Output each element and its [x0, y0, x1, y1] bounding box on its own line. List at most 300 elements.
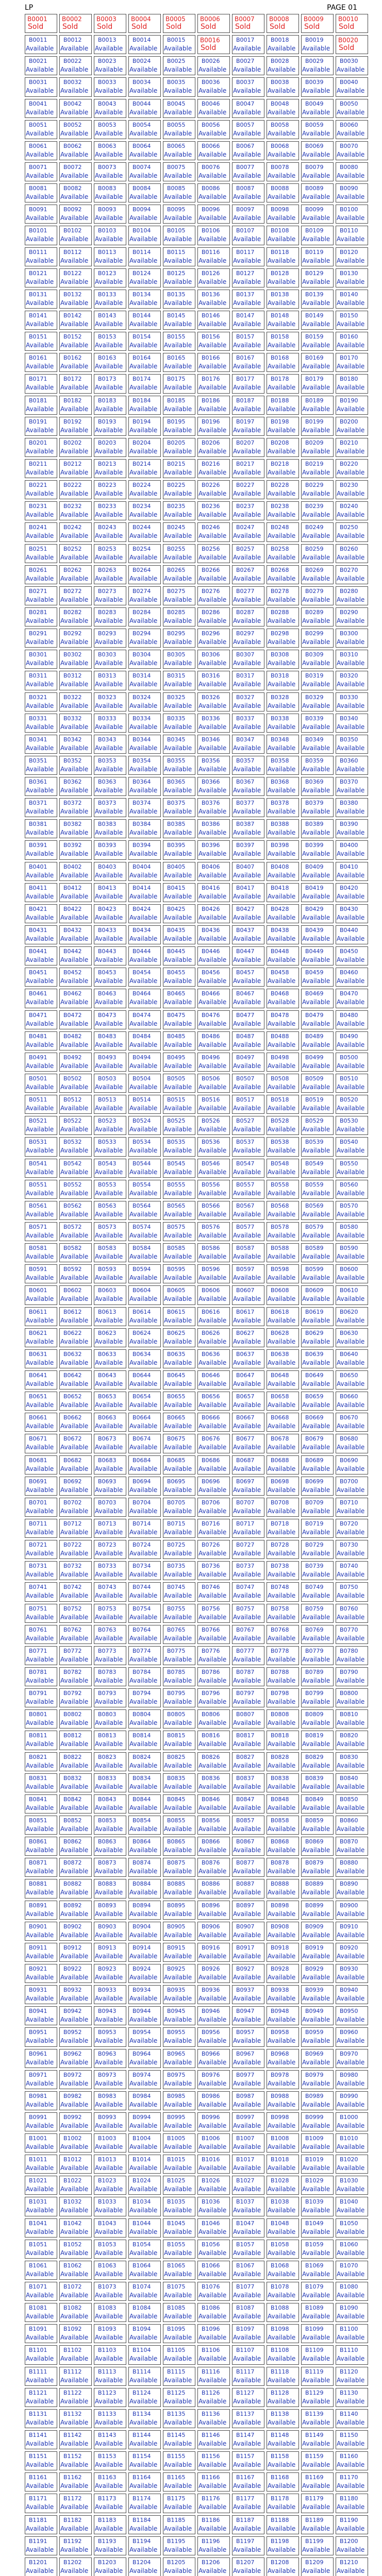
ticket-cell[interactable]: [232, 290, 264, 309]
ticket-cell[interactable]: [163, 1116, 195, 1135]
ticket-cell[interactable]: [301, 1010, 334, 1029]
ticket-cell[interactable]: [25, 1985, 57, 2004]
ticket-cell[interactable]: [163, 565, 195, 584]
ticket-cell[interactable]: [232, 544, 264, 563]
ticket-cell[interactable]: [25, 2155, 57, 2174]
ticket-cell[interactable]: [59, 1625, 92, 1644]
ticket-cell[interactable]: [163, 120, 195, 139]
ticket-cell[interactable]: [94, 332, 126, 351]
ticket-cell[interactable]: [25, 1667, 57, 1686]
ticket-cell[interactable]: [301, 438, 334, 457]
ticket-cell[interactable]: [59, 268, 92, 287]
ticket-cell[interactable]: [59, 2197, 92, 2216]
ticket-cell[interactable]: [163, 56, 195, 75]
ticket-cell[interactable]: [25, 1010, 57, 1029]
ticket-cell[interactable]: [267, 1625, 299, 1644]
ticket-cell[interactable]: [232, 2282, 264, 2301]
ticket-cell[interactable]: [301, 989, 334, 1008]
ticket-cell[interactable]: [128, 2324, 161, 2343]
ticket-cell[interactable]: [267, 290, 299, 309]
ticket-cell[interactable]: [267, 2218, 299, 2238]
ticket-cell[interactable]: [94, 2176, 126, 2195]
ticket-cell[interactable]: [128, 1053, 161, 1072]
ticket-cell[interactable]: [336, 1625, 368, 1644]
ticket-cell[interactable]: [25, 1413, 57, 1432]
ticket-cell[interactable]: [267, 2409, 299, 2428]
ticket-cell[interactable]: [25, 226, 57, 245]
ticket-cell[interactable]: [163, 671, 195, 690]
ticket-cell[interactable]: [163, 332, 195, 351]
ticket-cell[interactable]: [336, 1816, 368, 1835]
ticket-cell[interactable]: [59, 2557, 92, 2576]
ticket-cell[interactable]: [25, 1159, 57, 1178]
ticket-cell[interactable]: [336, 1477, 368, 1496]
ticket-cell[interactable]: [128, 35, 161, 54]
ticket-cell[interactable]: [301, 756, 334, 775]
ticket-cell[interactable]: [128, 586, 161, 605]
ticket-cell[interactable]: [197, 290, 230, 309]
ticket-cell[interactable]: [336, 1413, 368, 1432]
ticket-cell[interactable]: [336, 2303, 368, 2322]
ticket-cell[interactable]: [25, 1582, 57, 1601]
ticket-cell[interactable]: [232, 1477, 264, 1496]
ticket-cell[interactable]: [25, 1370, 57, 1389]
ticket-cell[interactable]: [59, 1031, 92, 1050]
ticket-cell[interactable]: [301, 1307, 334, 1326]
ticket-cell[interactable]: [163, 2112, 195, 2131]
ticket-cell[interactable]: [197, 883, 230, 902]
ticket-cell[interactable]: [94, 2388, 126, 2407]
ticket-cell[interactable]: [232, 1307, 264, 1326]
ticket-cell[interactable]: [267, 650, 299, 669]
ticket-cell[interactable]: [128, 565, 161, 584]
ticket-cell[interactable]: [267, 883, 299, 902]
ticket-cell[interactable]: [163, 1328, 195, 1347]
ticket-cell[interactable]: [128, 480, 161, 499]
ticket-cell[interactable]: [232, 1773, 264, 1792]
ticket-cell[interactable]: [59, 1540, 92, 1559]
ticket-cell[interactable]: [301, 925, 334, 944]
ticket-cell[interactable]: [232, 2133, 264, 2153]
ticket-cell[interactable]: [59, 183, 92, 202]
ticket-cell[interactable]: [163, 1010, 195, 1029]
ticket-cell[interactable]: [267, 226, 299, 245]
ticket-cell[interactable]: [59, 1074, 92, 1093]
ticket-cell[interactable]: [25, 1625, 57, 1644]
ticket-cell[interactable]: [94, 1010, 126, 1029]
ticket-cell[interactable]: [59, 1773, 92, 1792]
ticket-cell[interactable]: [163, 1709, 195, 1728]
ticket-cell[interactable]: [25, 311, 57, 330]
ticket-cell[interactable]: [197, 1180, 230, 1199]
ticket-cell[interactable]: [59, 2345, 92, 2364]
ticket-cell[interactable]: [197, 1540, 230, 1559]
ticket-cell[interactable]: [25, 840, 57, 859]
ticket-cell[interactable]: [336, 756, 368, 775]
ticket-cell[interactable]: [25, 2430, 57, 2449]
ticket-cell[interactable]: [163, 2409, 195, 2428]
ticket-cell[interactable]: [301, 1561, 334, 1580]
ticket-cell[interactable]: [267, 629, 299, 648]
ticket-cell[interactable]: [163, 1159, 195, 1178]
ticket-cell[interactable]: [128, 1985, 161, 2004]
ticket-cell[interactable]: [301, 205, 334, 224]
ticket-cell[interactable]: [197, 226, 230, 245]
ticket-cell[interactable]: [267, 1285, 299, 1304]
ticket-cell[interactable]: [163, 2536, 195, 2555]
ticket-cell[interactable]: [197, 2070, 230, 2089]
ticket-cell[interactable]: [336, 1540, 368, 1559]
ticket-cell[interactable]: [301, 2472, 334, 2492]
ticket-cell[interactable]: [128, 1498, 161, 1517]
ticket-cell[interactable]: [232, 1879, 264, 1898]
ticket-cell[interactable]: [94, 2324, 126, 2343]
ticket-cell[interactable]: [336, 290, 368, 309]
ticket-cell[interactable]: [336, 607, 368, 626]
ticket-cell[interactable]: [163, 2176, 195, 2195]
ticket-cell[interactable]: [301, 77, 334, 96]
ticket-cell[interactable]: [94, 1709, 126, 1728]
ticket-cell[interactable]: [59, 480, 92, 499]
ticket-cell[interactable]: [25, 2451, 57, 2470]
ticket-cell[interactable]: [336, 1667, 368, 1686]
ticket-cell[interactable]: [94, 586, 126, 605]
ticket-cell[interactable]: [94, 2112, 126, 2131]
ticket-cell[interactable]: [94, 735, 126, 754]
ticket-cell[interactable]: [59, 1794, 92, 1814]
ticket-cell[interactable]: [94, 353, 126, 372]
ticket-cell[interactable]: [197, 1201, 230, 1220]
ticket-cell[interactable]: [197, 99, 230, 118]
ticket-cell[interactable]: [336, 692, 368, 711]
ticket-cell[interactable]: [267, 2112, 299, 2131]
ticket-cell[interactable]: [128, 1582, 161, 1601]
ticket-cell[interactable]: [336, 1031, 368, 1050]
ticket-cell[interactable]: [267, 2494, 299, 2513]
ticket-cell[interactable]: [267, 2430, 299, 2449]
ticket-cell[interactable]: [267, 501, 299, 520]
ticket-cell[interactable]: [25, 77, 57, 96]
ticket-cell[interactable]: [197, 2345, 230, 2364]
ticket-cell[interactable]: [301, 862, 334, 881]
ticket-cell[interactable]: [128, 650, 161, 669]
ticket-cell[interactable]: [336, 2049, 368, 2068]
ticket-cell[interactable]: [163, 1053, 195, 1072]
ticket-cell[interactable]: [301, 1519, 334, 1538]
ticket-cell[interactable]: [301, 1328, 334, 1347]
ticket-cell[interactable]: [94, 692, 126, 711]
ticket-cell[interactable]: [128, 1074, 161, 1093]
ticket-cell[interactable]: [336, 459, 368, 478]
ticket-cell[interactable]: [163, 1392, 195, 1411]
ticket-cell[interactable]: [94, 565, 126, 584]
ticket-cell[interactable]: [301, 1180, 334, 1199]
ticket-cell[interactable]: [94, 77, 126, 96]
ticket-cell[interactable]: [267, 77, 299, 96]
ticket-cell[interactable]: [25, 162, 57, 181]
ticket-cell[interactable]: [59, 1816, 92, 1835]
ticket-cell[interactable]: [336, 1964, 368, 1983]
ticket-cell[interactable]: [301, 544, 334, 563]
ticket-cell[interactable]: [267, 56, 299, 75]
ticket-cell[interactable]: [301, 2261, 334, 2280]
ticket-cell[interactable]: [25, 141, 57, 160]
ticket-cell[interactable]: [128, 1540, 161, 1559]
ticket-cell[interactable]: [163, 1540, 195, 1559]
ticket-cell[interactable]: [128, 735, 161, 754]
ticket-cell[interactable]: [197, 480, 230, 499]
ticket-cell[interactable]: [163, 522, 195, 541]
ticket-cell[interactable]: [163, 1816, 195, 1835]
ticket-cell[interactable]: [301, 1625, 334, 1644]
ticket-cell[interactable]: [163, 459, 195, 478]
ticket-cell[interactable]: [197, 1667, 230, 1686]
ticket-cell[interactable]: [267, 2176, 299, 2195]
ticket-cell[interactable]: [163, 2557, 195, 2576]
ticket-cell[interactable]: [59, 205, 92, 224]
ticket-cell[interactable]: [163, 77, 195, 96]
ticket-cell[interactable]: [301, 1095, 334, 1114]
ticket-cell[interactable]: [267, 2197, 299, 2216]
ticket-cell[interactable]: [163, 692, 195, 711]
ticket-cell[interactable]: [25, 2536, 57, 2555]
ticket-cell[interactable]: [197, 1964, 230, 1983]
ticket-cell[interactable]: [128, 501, 161, 520]
ticket-cell[interactable]: [128, 226, 161, 245]
ticket-cell[interactable]: [336, 311, 368, 330]
ticket-cell[interactable]: [301, 1858, 334, 1877]
ticket-cell[interactable]: [163, 183, 195, 202]
ticket-cell[interactable]: [267, 735, 299, 754]
ticket-cell[interactable]: [163, 1180, 195, 1199]
ticket-cell[interactable]: [301, 1646, 334, 1665]
ticket-cell[interactable]: [336, 1201, 368, 1220]
ticket-cell[interactable]: [232, 1349, 264, 1368]
ticket-cell[interactable]: [59, 1922, 92, 1941]
ticket-cell[interactable]: [232, 1328, 264, 1347]
ticket-cell[interactable]: [267, 544, 299, 563]
ticket-cell[interactable]: [232, 2112, 264, 2131]
ticket-cell[interactable]: [197, 77, 230, 96]
ticket-cell[interactable]: [336, 2324, 368, 2343]
ticket-cell[interactable]: [94, 819, 126, 838]
ticket-cell[interactable]: [301, 1752, 334, 1771]
ticket-cell[interactable]: [336, 2240, 368, 2259]
ticket-cell[interactable]: [59, 1053, 92, 1072]
ticket-cell[interactable]: [128, 2451, 161, 2470]
ticket-cell[interactable]: [232, 862, 264, 881]
ticket-cell[interactable]: [128, 629, 161, 648]
ticket-cell[interactable]: [301, 1074, 334, 1093]
ticket-cell[interactable]: [301, 1837, 334, 1856]
ticket-cell[interactable]: [59, 2112, 92, 2131]
ticket-cell[interactable]: [163, 141, 195, 160]
ticket-cell[interactable]: [163, 1285, 195, 1304]
ticket-cell[interactable]: [59, 1561, 92, 1580]
ticket-cell[interactable]: [94, 2240, 126, 2259]
ticket-cell[interactable]: [232, 353, 264, 372]
ticket-cell[interactable]: [336, 1879, 368, 1898]
ticket-cell[interactable]: [267, 1709, 299, 1728]
ticket-cell[interactable]: [94, 2282, 126, 2301]
ticket-cell[interactable]: [197, 2155, 230, 2174]
ticket-cell[interactable]: [163, 1455, 195, 1475]
ticket-cell[interactable]: [59, 2155, 92, 2174]
ticket-cell[interactable]: [163, 205, 195, 224]
ticket-cell[interactable]: [336, 1180, 368, 1199]
ticket-cell[interactable]: [163, 2197, 195, 2216]
ticket-cell[interactable]: [232, 247, 264, 266]
ticket-cell[interactable]: [128, 1922, 161, 1941]
ticket-cell[interactable]: [128, 1222, 161, 1241]
ticket-cell[interactable]: [232, 226, 264, 245]
ticket-cell[interactable]: [25, 1349, 57, 1368]
ticket-cell[interactable]: [25, 735, 57, 754]
ticket-cell[interactable]: [59, 607, 92, 626]
ticket-cell[interactable]: [232, 840, 264, 859]
ticket-cell[interactable]: [94, 883, 126, 902]
ticket-cell[interactable]: [163, 756, 195, 775]
ticket-cell[interactable]: [336, 1285, 368, 1304]
ticket-cell[interactable]: [128, 1392, 161, 1411]
ticket-cell[interactable]: [232, 438, 264, 457]
ticket-cell[interactable]: [232, 501, 264, 520]
ticket-cell[interactable]: [267, 1922, 299, 1941]
ticket-cell[interactable]: [128, 1137, 161, 1156]
ticket-cell[interactable]: [197, 2176, 230, 2195]
ticket-cell[interactable]: [197, 2430, 230, 2449]
ticket-cell[interactable]: [301, 2197, 334, 2216]
ticket-cell[interactable]: [94, 777, 126, 796]
ticket-cell[interactable]: [232, 1074, 264, 1093]
ticket-cell[interactable]: [94, 1434, 126, 1453]
ticket-cell[interactable]: [59, 1328, 92, 1347]
ticket-cell[interactable]: [59, 1264, 92, 1283]
ticket-cell[interactable]: [301, 819, 334, 838]
ticket-cell[interactable]: [163, 629, 195, 648]
ticket-cell[interactable]: [128, 544, 161, 563]
ticket-cell[interactable]: [94, 650, 126, 669]
ticket-cell[interactable]: [301, 226, 334, 245]
ticket-cell[interactable]: [267, 2388, 299, 2407]
ticket-cell[interactable]: [267, 1879, 299, 1898]
ticket-cell[interactable]: [94, 2515, 126, 2534]
ticket-cell[interactable]: [336, 1773, 368, 1792]
ticket-cell[interactable]: [197, 1264, 230, 1283]
ticket-cell[interactable]: [128, 1328, 161, 1347]
ticket-cell[interactable]: [59, 2176, 92, 2195]
ticket-cell[interactable]: [267, 1074, 299, 1093]
ticket-cell[interactable]: [59, 1519, 92, 1538]
ticket-cell[interactable]: [336, 2027, 368, 2046]
ticket-cell[interactable]: [232, 2176, 264, 2195]
ticket-cell[interactable]: [267, 2451, 299, 2470]
ticket-cell[interactable]: [163, 1773, 195, 1792]
ticket-cell[interactable]: [59, 290, 92, 309]
ticket-cell[interactable]: [128, 2070, 161, 2089]
ticket-cell[interactable]: [336, 1370, 368, 1389]
ticket-cell[interactable]: [59, 1498, 92, 1517]
ticket-cell[interactable]: [336, 1901, 368, 1920]
ticket-cell[interactable]: [301, 777, 334, 796]
ticket-cell[interactable]: [232, 2006, 264, 2025]
ticket-cell[interactable]: [128, 714, 161, 733]
ticket-cell[interactable]: [267, 205, 299, 224]
ticket-cell[interactable]: [301, 1604, 334, 1623]
ticket-cell[interactable]: [94, 1837, 126, 1856]
ticket-cell[interactable]: [232, 565, 264, 584]
ticket-cell[interactable]: [232, 2240, 264, 2259]
ticket-cell[interactable]: [59, 1837, 92, 1856]
ticket-cell[interactable]: [59, 1964, 92, 1983]
ticket-cell[interactable]: [163, 1222, 195, 1241]
ticket-cell[interactable]: [94, 1604, 126, 1623]
ticket-cell[interactable]: [267, 1053, 299, 1072]
ticket-cell[interactable]: [59, 1159, 92, 1178]
ticket-cell[interactable]: [163, 1794, 195, 1814]
ticket-cell[interactable]: [128, 798, 161, 817]
ticket-cell[interactable]: [336, 819, 368, 838]
ticket-cell[interactable]: [163, 1031, 195, 1050]
ticket-cell[interactable]: [128, 671, 161, 690]
ticket-cell[interactable]: [232, 671, 264, 690]
ticket-cell[interactable]: [94, 544, 126, 563]
ticket-cell[interactable]: [94, 2494, 126, 2513]
ticket-cell[interactable]: [336, 2536, 368, 2555]
ticket-cell[interactable]: [232, 1031, 264, 1050]
ticket-cell[interactable]: [301, 1455, 334, 1475]
ticket-cell[interactable]: [128, 247, 161, 266]
ticket-cell[interactable]: [163, 2451, 195, 2470]
ticket-cell[interactable]: [267, 1688, 299, 1707]
ticket-cell[interactable]: [336, 989, 368, 1008]
ticket-cell[interactable]: [197, 2240, 230, 2259]
ticket-cell[interactable]: [128, 1752, 161, 1771]
ticket-cell[interactable]: [336, 522, 368, 541]
ticket-cell[interactable]: [232, 120, 264, 139]
ticket-cell[interactable]: [94, 1540, 126, 1559]
ticket-cell[interactable]: [163, 1964, 195, 1983]
ticket-cell[interactable]: [232, 1243, 264, 1262]
ticket-cell[interactable]: [163, 162, 195, 181]
ticket-cell[interactable]: [232, 205, 264, 224]
ticket-cell[interactable]: [267, 565, 299, 584]
ticket-cell[interactable]: [25, 1455, 57, 1475]
ticket-cell[interactable]: [301, 1582, 334, 1601]
ticket-cell[interactable]: [128, 56, 161, 75]
ticket-cell[interactable]: [25, 1031, 57, 1050]
ticket-cell[interactable]: [197, 925, 230, 944]
ticket-cell[interactable]: [163, 35, 195, 54]
ticket-cell[interactable]: [128, 1477, 161, 1496]
ticket-cell[interactable]: [94, 2218, 126, 2238]
ticket-cell[interactable]: [232, 650, 264, 669]
ticket-cell[interactable]: [197, 1731, 230, 1750]
ticket-cell[interactable]: [267, 925, 299, 944]
ticket-cell[interactable]: [59, 2240, 92, 2259]
ticket-cell[interactable]: [301, 2240, 334, 2259]
ticket-cell[interactable]: [163, 2515, 195, 2534]
ticket-cell[interactable]: [128, 1434, 161, 1453]
ticket-cell[interactable]: [267, 714, 299, 733]
ticket-cell[interactable]: [336, 2494, 368, 2513]
ticket-cell[interactable]: [301, 501, 334, 520]
ticket-cell[interactable]: [197, 2388, 230, 2407]
ticket-cell[interactable]: [128, 2472, 161, 2492]
ticket-cell[interactable]: [94, 1816, 126, 1835]
ticket-cell[interactable]: [336, 2451, 368, 2470]
ticket-cell[interactable]: [267, 2536, 299, 2555]
